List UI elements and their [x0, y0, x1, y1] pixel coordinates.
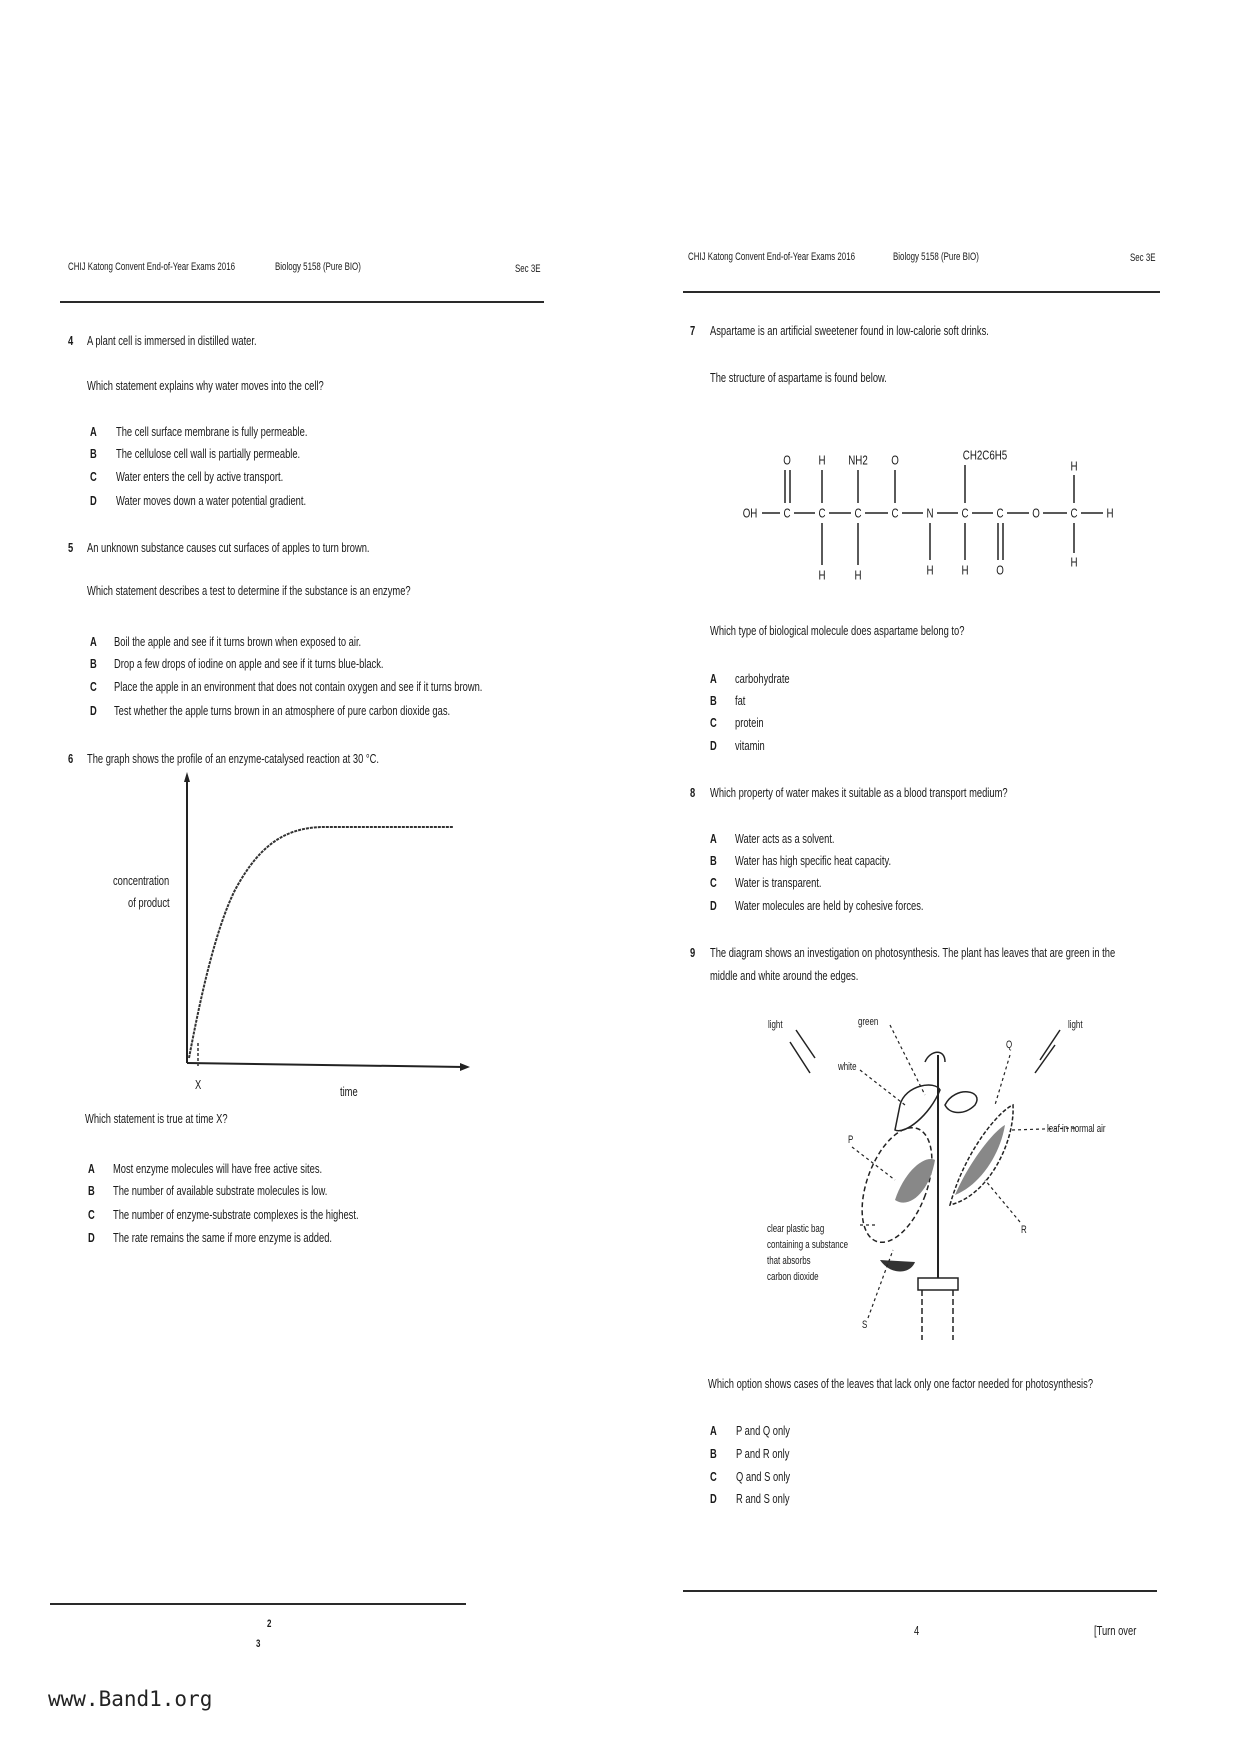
option-text: Water is transparent. — [735, 875, 822, 890]
option-text: The rate remains the same if more enzyme is added. — [113, 1230, 333, 1245]
header-subject: Biology 5158 (Pure BIO) — [893, 251, 979, 263]
page-number: 2 — [267, 1618, 272, 1630]
absorbent-substance — [880, 1260, 915, 1272]
option-letter[interactable]: A — [710, 1423, 717, 1438]
option-letter[interactable]: D — [90, 703, 97, 718]
option-letter[interactable]: A — [88, 1161, 95, 1176]
light-arrow-right — [1040, 1030, 1060, 1060]
option-letter[interactable]: C — [88, 1207, 95, 1222]
option-letter[interactable]: B — [710, 1446, 717, 1461]
atom-label: O — [891, 452, 899, 468]
header-rule — [683, 291, 1160, 293]
option-text: Water enters the cell by active transport. — [116, 469, 284, 484]
question-number: 6 — [68, 751, 74, 766]
option-text: carbohydrate — [735, 671, 790, 686]
option-letter[interactable]: A — [90, 634, 97, 649]
option-text: Test whether the apple turns brown in an atmosphere of pure carbon dioxide gas. — [114, 703, 451, 718]
atom-label: H — [961, 562, 969, 578]
atom-label: O — [783, 452, 791, 468]
leaf-variegated — [895, 1085, 940, 1131]
question-text: A plant cell is immersed in distilled water. — [87, 333, 257, 348]
turn-over-label: [Turn over — [1094, 1623, 1137, 1638]
label-bag: clear plastic bag — [767, 1223, 825, 1235]
x-axis-label: time — [340, 1084, 358, 1099]
atom-label: CH2C6H5 — [962, 447, 1008, 463]
option-letter[interactable]: A — [90, 424, 97, 439]
header-subject: Biology 5158 (Pure BIO) — [275, 261, 361, 273]
atom-label: NH2 — [848, 452, 868, 468]
option-letter[interactable]: B — [710, 693, 717, 708]
atom-label: C — [1070, 505, 1078, 521]
light-arrow-left — [796, 1030, 815, 1058]
label-Q: Q — [1006, 1039, 1013, 1051]
label-white: white — [838, 1061, 857, 1073]
leader-Q — [995, 1055, 1010, 1105]
bud — [925, 1052, 945, 1062]
question-text: An unknown substance causes cut surfaces of apples to turn brown. — [87, 540, 370, 555]
label-leaf-normal-air: leaf in normal air — [1047, 1123, 1106, 1135]
header-school: CHIJ Katong Convent End-of-Year Exams 2016 — [68, 261, 236, 273]
plant-pot — [918, 1278, 958, 1290]
option-letter[interactable]: D — [710, 1491, 717, 1506]
watermark: www.Band1.org — [48, 1687, 213, 1711]
page-number: 4 — [914, 1623, 920, 1638]
option-letter[interactable]: D — [710, 738, 717, 753]
label-bag: that absorbs — [767, 1255, 811, 1267]
atom-label: C — [854, 505, 862, 521]
question-text: The graph shows the profile of an enzyme-catalysed reaction at 30 °C. — [87, 751, 379, 766]
question-number: 7 — [690, 323, 696, 338]
atom-label: C — [891, 505, 899, 521]
atom-label: C — [996, 505, 1004, 521]
option-letter[interactable]: C — [710, 875, 717, 890]
option-text: protein — [735, 715, 764, 730]
label-light: light — [1068, 1019, 1083, 1031]
atom-label: H — [818, 452, 826, 468]
option-letter[interactable]: C — [90, 469, 97, 484]
option-text: Water moves down a water potential gradient. — [116, 493, 307, 508]
option-letter[interactable]: A — [710, 671, 717, 686]
header-class: Sec 3E — [1130, 252, 1156, 264]
label-R: R — [1021, 1224, 1027, 1236]
question-number: 5 — [68, 540, 74, 555]
atom-label: O — [996, 562, 1004, 578]
atom-label: O — [1032, 505, 1040, 521]
option-text: Most enzyme molecules will have free active sites. — [113, 1161, 323, 1176]
atom-label: C — [818, 505, 826, 521]
option-text: Water molecules are held by cohesive forces. — [735, 898, 924, 913]
option-letter[interactable]: A — [710, 831, 717, 846]
label-green: green — [858, 1016, 879, 1028]
leader-white — [860, 1070, 905, 1105]
question-number: 9 — [690, 945, 696, 960]
option-text: The number of available substrate molecules is low. — [113, 1183, 328, 1198]
footer-rule — [50, 1603, 466, 1605]
x-marker-label: X — [195, 1077, 202, 1092]
label-light: light — [768, 1019, 783, 1031]
option-text: Water acts as a solvent. — [735, 831, 835, 846]
atom-label: H — [1070, 458, 1078, 474]
question-text: The structure of aspartame is found below. — [710, 370, 887, 385]
y-axis-label: concentration — [113, 873, 170, 888]
option-text: The cell surface membrane is fully permeable. — [116, 424, 308, 439]
question-stem: Which statement is true at time X? — [85, 1111, 228, 1126]
option-letter[interactable]: B — [88, 1183, 95, 1198]
question-number: 8 — [690, 785, 696, 800]
option-letter[interactable]: D — [88, 1230, 95, 1245]
x-axis — [187, 1063, 464, 1067]
question-stem: Which statement explains why water moves into the cell? — [87, 378, 324, 393]
question-stem: Which type of biological molecule does aspartame belong to? — [710, 623, 965, 638]
option-letter[interactable]: C — [710, 715, 717, 730]
header-school: CHIJ Katong Convent End-of-Year Exams 2016 — [688, 251, 856, 263]
option-letter[interactable]: B — [710, 853, 717, 868]
option-text: fat — [735, 693, 746, 708]
question-stem: Which option shows cases of the leaves that lack only one factor needed for photosynthesis? — [708, 1376, 1094, 1391]
x-axis-arrow-icon — [460, 1063, 470, 1071]
option-text: Q and S only — [736, 1469, 791, 1484]
product-curve — [189, 827, 453, 1058]
option-text: R and S only — [736, 1491, 790, 1506]
header-rule — [60, 301, 544, 303]
y-axis-arrow-icon — [184, 772, 190, 782]
option-letter[interactable]: B — [90, 446, 97, 461]
leaf-normal-air — [950, 1105, 1013, 1205]
atom-label: C — [961, 505, 969, 521]
leader-R — [985, 1180, 1020, 1222]
option-text: vitamin — [735, 738, 765, 753]
option-text: P and R only — [736, 1446, 790, 1461]
atom-label: OH — [742, 505, 758, 521]
atom-label: H — [1070, 554, 1078, 570]
question-text: Which property of water makes it suitable as a blood transport medium? — [710, 785, 1008, 800]
page-number: 3 — [256, 1638, 261, 1650]
option-letter[interactable]: C — [90, 679, 97, 694]
atom-label: H — [926, 562, 934, 578]
atom-label: C — [783, 505, 791, 521]
option-text: Boil the apple and see if it turns brown when exposed to air. — [114, 634, 362, 649]
atom-label: H — [854, 567, 862, 583]
question-stem: Which statement describes a test to determine if the substance is an enzyme? — [87, 583, 411, 598]
option-text: P and Q only — [736, 1423, 790, 1438]
option-text: Place the apple in an environment that does not contain oxygen and see if it turns brown. — [114, 679, 483, 694]
leader-green — [890, 1025, 925, 1095]
y-axis-label: of product — [128, 895, 170, 910]
atom-label: H — [818, 567, 826, 583]
header-class: Sec 3E — [515, 263, 541, 275]
leader-P — [852, 1147, 895, 1180]
label-P: P — [848, 1134, 854, 1146]
option-text: Drop a few drops of iodine on apple and see if it turns blue-black. — [114, 656, 384, 671]
option-letter[interactable]: C — [710, 1469, 717, 1484]
label-S: S — [862, 1319, 868, 1331]
label-bag: containing a substance — [767, 1239, 849, 1251]
question-number: 4 — [68, 333, 74, 348]
atom-label: N — [926, 505, 934, 521]
question-text: The diagram shows an investigation on photosynthesis. The plant has leaves that are green in the — [710, 945, 1116, 960]
atom-label: H — [1106, 505, 1114, 521]
option-text: The cellulose cell wall is partially permeable. — [116, 446, 301, 461]
option-text: The number of enzyme-substrate complexes is the highest. — [113, 1207, 359, 1222]
footer-rule — [683, 1590, 1157, 1592]
leader-S — [868, 1250, 893, 1318]
plastic-bag — [848, 1118, 945, 1251]
option-text: Water has high specific heat capacity. — [735, 853, 892, 868]
option-letter[interactable]: D — [710, 898, 717, 913]
label-bag: carbon dioxide — [767, 1271, 819, 1283]
question-text: Aspartame is an artificial sweetener found in low-calorie soft drinks. — [710, 323, 989, 338]
option-letter[interactable]: B — [90, 656, 97, 671]
option-letter[interactable]: D — [90, 493, 97, 508]
question-text: middle and white around the edges. — [710, 968, 859, 983]
